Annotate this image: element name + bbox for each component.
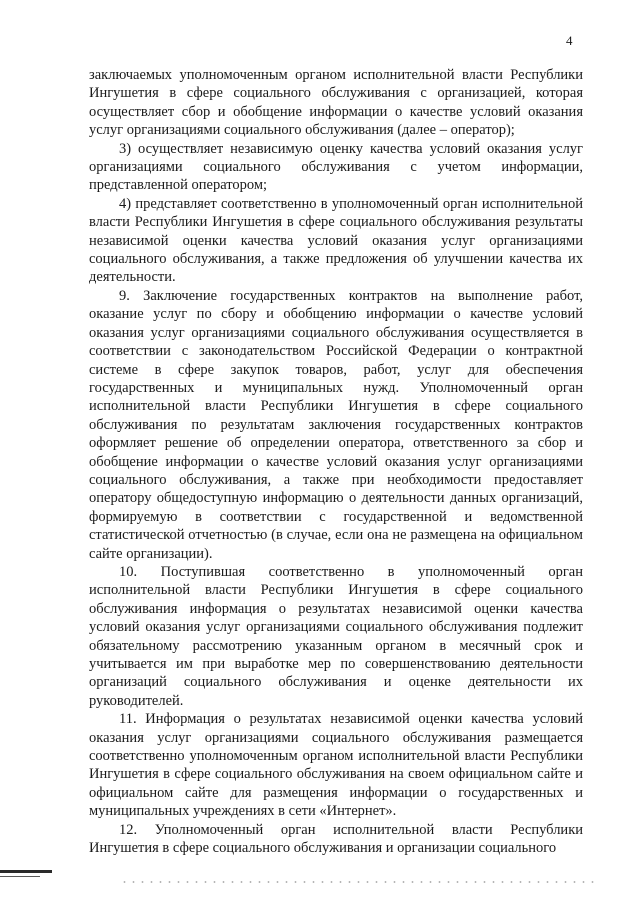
paragraph-clause-9: 9. Заключение государственных контрактов на выполнение работ, оказание услуг по сбору и обобщению информации о качестве условий оказания услуг организациями социального обслуживания осуществляется в соответствии с законодательством Российской Федерации о контрактной системе в сфере закупок товаров, работ, услуг для обеспечения государственных и муниципальных нужд. Уполномоченный орган исполнительной власти Республики Ингушетия в сфере социального обслуживания по результатам заключения государственных контрактов оформляет решение об определении оператора, ответственного за сбор и обобщение информации о качестве условий оказания услуг организациями социального обслуживания, а также при необходимости предоставляет оператору общедоступную информацию о деятельности данных организаций, формируемую в соответствии с государственной и ведомственной статистической отчетностью (в случае, если она не размещена на официальном сайте организации). <box>89 287 583 562</box>
paragraph-clause-12: 12. Уполномоченный орган исполнительной власти Республики Ингушетия в сфере социального обслуживания и организации социального <box>89 821 583 857</box>
paragraph-item-4: 4) представляет соответственно в уполномоченный орган исполнительной власти Республики Ингушетия в сфере социального обслуживания результаты независимой оценки качества условий оказания услуг организациями социального обслуживания, а также предложения об улучшении качества их деятельности. <box>89 195 583 286</box>
paragraph-continuation: заключаемых уполномоченным органом исполнительной власти Республики Ингушетия в сфере социального обслуживания с организацией, которая осуществляет сбор и обобщение информации о качестве условий оказания услуг организациями социального обслуживания (далее – оператор); <box>89 67 583 139</box>
document-body <box>89 66 583 857</box>
paragraph-clause-11: 11. Информация о результатах независимой оценки качества условий оказания услуг организациями социального обслуживания размещается соответственно уполномоченным органом исполнительной власти Республики Ингушетия в сфере социального обслуживания на своем официальном сайте и официальном сайте для размещения информации о государственных и муниципальных учреждениях в сети «Интернет». <box>89 711 583 820</box>
scan-artifact-edge <box>0 870 52 873</box>
paragraph-item-3: 3) осуществляет независимую оценку качества условий оказания услуг организациями социального обслуживания с учетом информации, представленной оператором; <box>89 140 583 194</box>
scan-artifact-dots <box>120 880 600 884</box>
paragraph-clause-10: 10. Поступившая соответственно в уполномоченный орган исполнительной власти Республики Ингушетия в сфере социального обслуживания информация о результатах независимой оценки качества условий оказания услуг организациями социального обслуживания подлежит обязательному рассмотрению указанным органом в месячный срок и учитывается им при выработке мер по совершенствованию деятельности организаций социального обслуживания и оценке деятельности их руководителей. <box>89 563 583 709</box>
page-number: 4 <box>566 33 573 48</box>
scan-artifact-edge-thin <box>0 876 40 877</box>
